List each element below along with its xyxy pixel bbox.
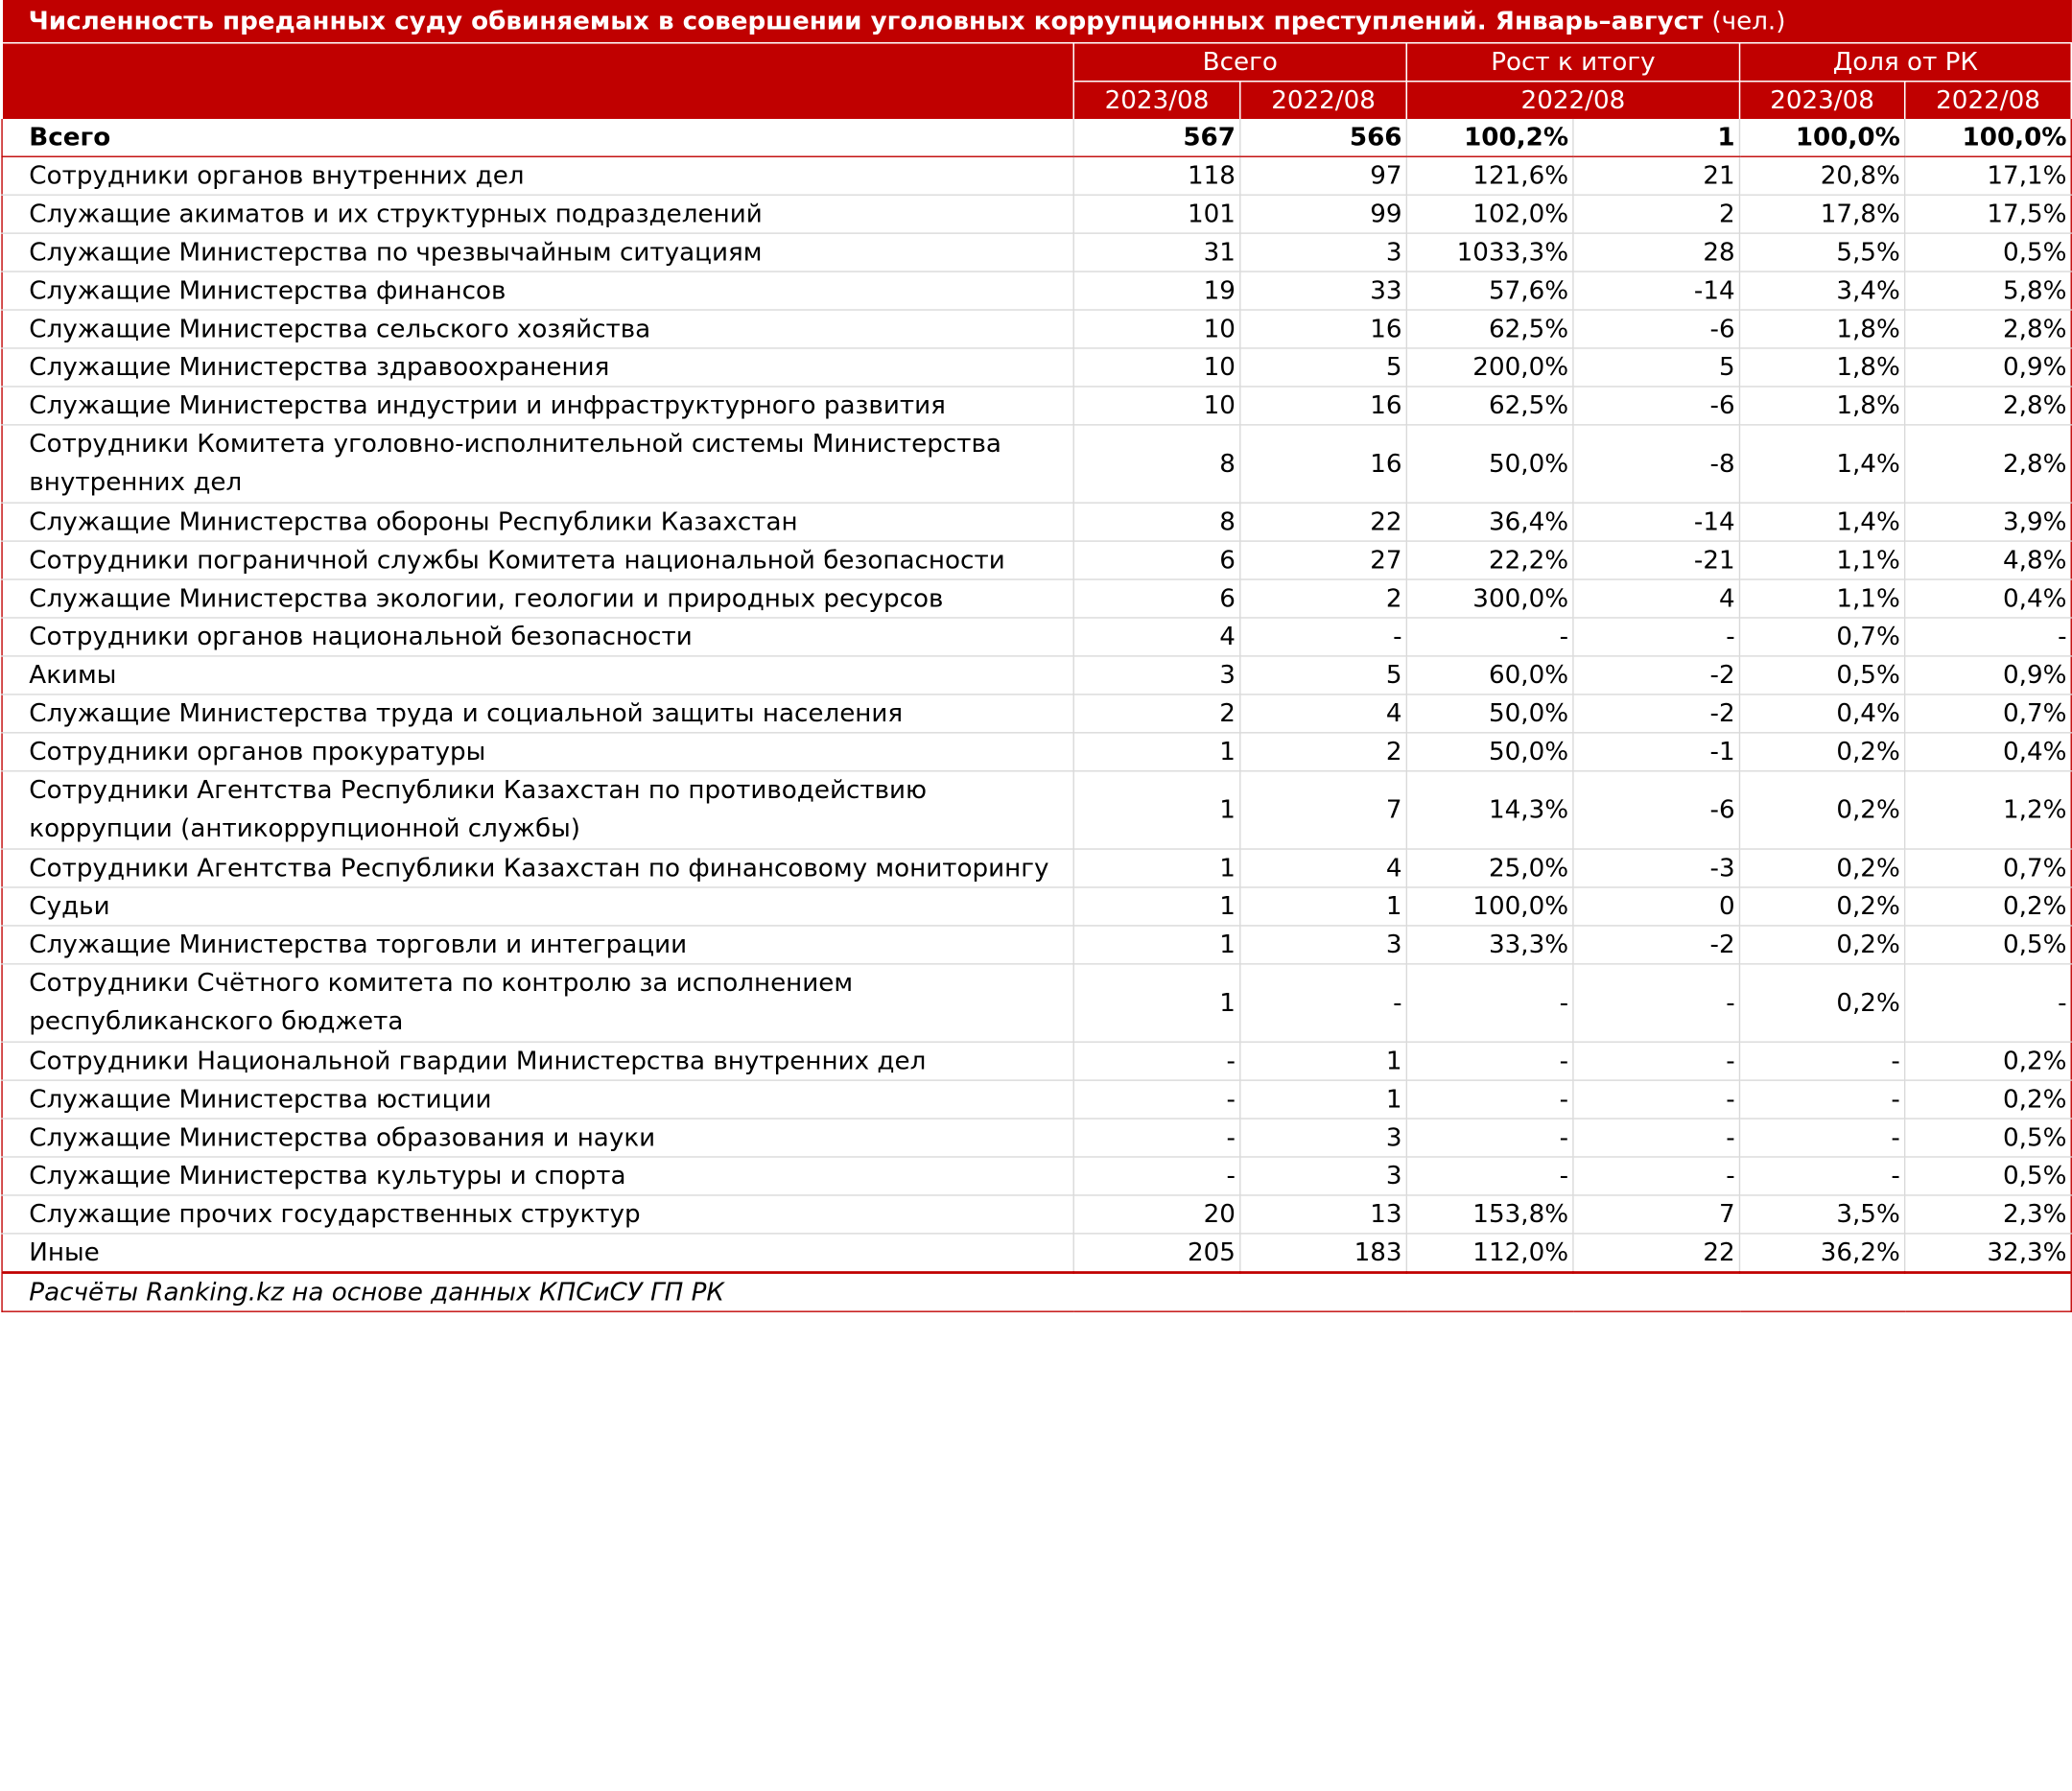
- table-row: [2, 926, 2071, 964]
- growth-percent: 57,6%: [1406, 271, 1573, 310]
- value-2023: 8: [1073, 503, 1240, 541]
- growth-percent: 25,0%: [1406, 849, 1573, 887]
- table-row: [2, 964, 2071, 1042]
- share-2023: 3,5%: [1739, 1195, 1904, 1234]
- value-2022: 4: [1240, 695, 1407, 733]
- share-2022: 1,2%: [1905, 771, 2072, 849]
- value-2023: 19: [1073, 271, 1240, 310]
- row-name: Служащие Министерства финансов: [2, 271, 1073, 310]
- table-row: [2, 618, 2071, 656]
- share-2022: 2,3%: [1905, 1195, 2072, 1234]
- value-2023: 4: [1073, 618, 1240, 656]
- value-2022: 5: [1240, 656, 1407, 695]
- header-share-2023: 2023/08: [1739, 82, 1904, 119]
- value-2022: 2: [1240, 733, 1407, 771]
- row-name: Сотрудники органов внутренних дел: [2, 156, 1073, 195]
- share-2022: 0,5%: [1905, 1157, 2072, 1195]
- share-2023: 0,2%: [1739, 964, 1904, 1042]
- growth-percent: -: [1406, 618, 1573, 656]
- value-2023: 10: [1073, 310, 1240, 348]
- share-2023: 1,1%: [1739, 541, 1904, 579]
- footer-row: [2, 1273, 2071, 1312]
- table-row: [2, 771, 2071, 849]
- share-2023: 0,2%: [1739, 849, 1904, 887]
- table-title-row: [2, 0, 2071, 43]
- row-name: Сотрудники Комитета уголовно-исполнительной системы Министерства внутренних дел: [2, 425, 1073, 503]
- table-row: [2, 887, 2071, 926]
- share-2023: -: [1739, 1157, 1904, 1195]
- growth-absolute: -6: [1573, 387, 1740, 425]
- table-row: [2, 310, 2071, 348]
- value-2023: 1: [1073, 887, 1240, 926]
- header-row-groups: [2, 43, 2071, 82]
- value-2023: 101: [1073, 195, 1240, 233]
- row-name: Служащие Министерства юстиции: [2, 1080, 1073, 1119]
- value-2023: 1: [1073, 926, 1240, 964]
- share-2022: 3,9%: [1905, 503, 2072, 541]
- share-2022: 0,7%: [1905, 695, 2072, 733]
- growth-absolute: -: [1573, 618, 1740, 656]
- value-2022: 1: [1240, 1080, 1407, 1119]
- share-2023: 0,2%: [1739, 771, 1904, 849]
- value-2022: 13: [1240, 1195, 1407, 1234]
- row-name: Служащие Министерства торговли и интеграции: [2, 926, 1073, 964]
- share-2022: 0,2%: [1905, 1042, 2072, 1080]
- source-note: Расчёты Ranking.kz на основе данных КПСиСУ ГП РК: [2, 1273, 2071, 1312]
- header-share-2022: 2022/08: [1905, 82, 2072, 119]
- value-2023: 2: [1073, 695, 1240, 733]
- table-row: [2, 1042, 2071, 1080]
- table-row: [2, 733, 2071, 771]
- share-2023: 0,2%: [1739, 887, 1904, 926]
- table-row: [2, 1234, 2071, 1273]
- value-2022: 3: [1240, 233, 1407, 271]
- value-2022: 3: [1240, 1119, 1407, 1157]
- row-name: Сотрудники Агентства Республики Казахстан по противодействию коррупции (антикоррупционной службы): [2, 771, 1073, 849]
- header-group-growth: Рост к итогу: [1406, 43, 1739, 82]
- share-2022: 32,3%: [1905, 1234, 2072, 1273]
- table-row: [2, 1080, 2071, 1119]
- share-2023: 3,4%: [1739, 271, 1904, 310]
- value-2022: 99: [1240, 195, 1407, 233]
- row-name: Сотрудники Счётного комитета по контролю за исполнением республиканского бюджета: [2, 964, 1073, 1042]
- value-2023: -: [1073, 1080, 1240, 1119]
- share-2022: 0,5%: [1905, 233, 2072, 271]
- row-name: Служащие Министерства по чрезвычайным ситуациям: [2, 233, 1073, 271]
- share-2022: 4,8%: [1905, 541, 2072, 579]
- growth-absolute: -2: [1573, 656, 1740, 695]
- share-2023: 17,8%: [1739, 195, 1904, 233]
- share-2023: 0,5%: [1739, 656, 1904, 695]
- table-row: [2, 656, 2071, 695]
- growth-percent: -: [1406, 1080, 1573, 1119]
- table-row: [2, 387, 2071, 425]
- growth-percent: -: [1406, 964, 1573, 1042]
- growth-percent: 50,0%: [1406, 425, 1573, 503]
- share-2023: 1,1%: [1739, 579, 1904, 618]
- share-2023: 1,4%: [1739, 425, 1904, 503]
- share-2023: 1,4%: [1739, 503, 1904, 541]
- table-title: [2, 0, 2071, 43]
- table-row: [2, 541, 2071, 579]
- share-2022: 0,4%: [1905, 733, 2072, 771]
- row-name: Служащие Министерства образования и науки: [2, 1119, 1073, 1157]
- growth-absolute: -3: [1573, 849, 1740, 887]
- share-2022: 0,2%: [1905, 1080, 2072, 1119]
- row-name: Служащие Министерства труда и социальной защиты населения: [2, 695, 1073, 733]
- value-2022: 1: [1240, 887, 1407, 926]
- growth-percent: 36,4%: [1406, 503, 1573, 541]
- header-col-2022: 2022/08: [1240, 82, 1407, 119]
- growth-percent: 121,6%: [1406, 156, 1573, 195]
- value-2022: 3: [1240, 926, 1407, 964]
- table-row: [2, 503, 2071, 541]
- value-2023: 8: [1073, 425, 1240, 503]
- growth-absolute: -: [1573, 964, 1740, 1042]
- value-2023: -: [1073, 1042, 1240, 1080]
- growth-percent: 100,2%: [1406, 119, 1573, 156]
- row-name: Служащие Министерства здравоохранения: [2, 348, 1073, 387]
- value-2022: 33: [1240, 271, 1407, 310]
- growth-absolute: -21: [1573, 541, 1740, 579]
- row-name: Служащие Министерства экологии, геологии и природных ресурсов: [2, 579, 1073, 618]
- share-2023: -: [1739, 1080, 1904, 1119]
- value-2023: 1: [1073, 964, 1240, 1042]
- growth-percent: 33,3%: [1406, 926, 1573, 964]
- header-group-total: Всего: [1073, 43, 1406, 82]
- share-2022: 2,8%: [1905, 425, 2072, 503]
- total-row: [2, 119, 2071, 156]
- growth-percent: 14,3%: [1406, 771, 1573, 849]
- growth-percent: 300,0%: [1406, 579, 1573, 618]
- row-name: Сотрудники Агентства Республики Казахстан по финансовому мониторингу: [2, 849, 1073, 887]
- share-2022: 17,5%: [1905, 195, 2072, 233]
- growth-percent: 50,0%: [1406, 695, 1573, 733]
- growth-absolute: -14: [1573, 271, 1740, 310]
- row-name: Сотрудники пограничной службы Комитета национальной безопасности: [2, 541, 1073, 579]
- table-row: [2, 348, 2071, 387]
- share-2023: 1,8%: [1739, 348, 1904, 387]
- value-2023: 10: [1073, 348, 1240, 387]
- value-2023: 1: [1073, 733, 1240, 771]
- growth-absolute: -6: [1573, 310, 1740, 348]
- row-name: Всего: [2, 119, 1073, 156]
- growth-absolute: 21: [1573, 156, 1740, 195]
- value-2023: 1: [1073, 849, 1240, 887]
- row-name: Сотрудники Национальной гвардии Министерства внутренних дел: [2, 1042, 1073, 1080]
- row-name: Служащие Министерства индустрии и инфраструктурного развития: [2, 387, 1073, 425]
- share-2022: 0,4%: [1905, 579, 2072, 618]
- value-2022: -: [1240, 964, 1407, 1042]
- value-2023: -: [1073, 1157, 1240, 1195]
- share-2022: 2,8%: [1905, 387, 2072, 425]
- value-2023: 205: [1073, 1234, 1240, 1273]
- value-2022: 16: [1240, 425, 1407, 503]
- value-2023: 31: [1073, 233, 1240, 271]
- share-2023: 0,4%: [1739, 695, 1904, 733]
- table-row: [2, 1119, 2071, 1157]
- growth-percent: -: [1406, 1119, 1573, 1157]
- share-2022: 5,8%: [1905, 271, 2072, 310]
- growth-absolute: -: [1573, 1157, 1740, 1195]
- growth-absolute: 1: [1573, 119, 1740, 156]
- table-row: [2, 1157, 2071, 1195]
- share-2022: 0,9%: [1905, 348, 2072, 387]
- growth-percent: -: [1406, 1157, 1573, 1195]
- share-2023: 5,5%: [1739, 233, 1904, 271]
- value-2023: 6: [1073, 579, 1240, 618]
- header-col-2023: 2023/08: [1073, 82, 1240, 119]
- table-row: [2, 195, 2071, 233]
- value-2022: 97: [1240, 156, 1407, 195]
- title-unit: (чел.): [1711, 6, 1786, 36]
- share-2022: 0,5%: [1905, 1119, 2072, 1157]
- row-name: Служащие Министерства обороны Республики Казахстан: [2, 503, 1073, 541]
- growth-absolute: 22: [1573, 1234, 1740, 1273]
- value-2022: 183: [1240, 1234, 1407, 1273]
- value-2022: 22: [1240, 503, 1407, 541]
- growth-percent: 22,2%: [1406, 541, 1573, 579]
- growth-percent: 112,0%: [1406, 1234, 1573, 1273]
- share-2022: 0,2%: [1905, 887, 2072, 926]
- value-2022: 2: [1240, 579, 1407, 618]
- data-table: [1, 0, 2072, 1312]
- value-2022: 7: [1240, 771, 1407, 849]
- row-name: Иные: [2, 1234, 1073, 1273]
- growth-absolute: -2: [1573, 695, 1740, 733]
- share-2022: 17,1%: [1905, 156, 2072, 195]
- growth-absolute: 7: [1573, 1195, 1740, 1234]
- growth-percent: 200,0%: [1406, 348, 1573, 387]
- value-2022: 1: [1240, 1042, 1407, 1080]
- value-2023: 20: [1073, 1195, 1240, 1234]
- value-2022: 4: [1240, 849, 1407, 887]
- growth-percent: 60,0%: [1406, 656, 1573, 695]
- growth-percent: 102,0%: [1406, 195, 1573, 233]
- header-blank: [2, 43, 1073, 119]
- value-2022: -: [1240, 618, 1407, 656]
- value-2023: 6: [1073, 541, 1240, 579]
- header-group-share: Доля от РК: [1739, 43, 2071, 82]
- table-row: [2, 1195, 2071, 1234]
- share-2022: 2,8%: [1905, 310, 2072, 348]
- share-2022: 0,5%: [1905, 926, 2072, 964]
- row-name: Судьи: [2, 887, 1073, 926]
- share-2022: 0,7%: [1905, 849, 2072, 887]
- value-2022: 5: [1240, 348, 1407, 387]
- growth-absolute: -6: [1573, 771, 1740, 849]
- share-2023: 100,0%: [1739, 119, 1904, 156]
- row-name: Служащие Министерства культуры и спорта: [2, 1157, 1073, 1195]
- growth-percent: 100,0%: [1406, 887, 1573, 926]
- growth-percent: 153,8%: [1406, 1195, 1573, 1234]
- value-2023: 3: [1073, 656, 1240, 695]
- value-2022: 3: [1240, 1157, 1407, 1195]
- growth-absolute: 5: [1573, 348, 1740, 387]
- share-2023: 0,2%: [1739, 926, 1904, 964]
- table-row: [2, 233, 2071, 271]
- value-2023: 10: [1073, 387, 1240, 425]
- value-2022: 16: [1240, 387, 1407, 425]
- table-row: [2, 425, 2071, 503]
- value-2022: 27: [1240, 541, 1407, 579]
- header-growth-sub: 2022/08: [1406, 82, 1739, 119]
- value-2022: 566: [1240, 119, 1407, 156]
- value-2023: -: [1073, 1119, 1240, 1157]
- table-row: [2, 156, 2071, 195]
- share-2022: -: [1905, 964, 2072, 1042]
- growth-absolute: -: [1573, 1080, 1740, 1119]
- share-2023: 20,8%: [1739, 156, 1904, 195]
- share-2023: 36,2%: [1739, 1234, 1904, 1273]
- row-name: Сотрудники органов национальной безопасности: [2, 618, 1073, 656]
- growth-percent: -: [1406, 1042, 1573, 1080]
- growth-absolute: 28: [1573, 233, 1740, 271]
- share-2023: 1,8%: [1739, 310, 1904, 348]
- share-2023: -: [1739, 1119, 1904, 1157]
- growth-absolute: 0: [1573, 887, 1740, 926]
- row-name: Служащие акиматов и их структурных подразделений: [2, 195, 1073, 233]
- table-row: [2, 271, 2071, 310]
- value-2023: 1: [1073, 771, 1240, 849]
- row-name: Сотрудники органов прокуратуры: [2, 733, 1073, 771]
- share-2023: 0,2%: [1739, 733, 1904, 771]
- growth-absolute: 2: [1573, 195, 1740, 233]
- table-row: [2, 849, 2071, 887]
- growth-absolute: -1: [1573, 733, 1740, 771]
- growth-absolute: -2: [1573, 926, 1740, 964]
- growth-absolute: -: [1573, 1119, 1740, 1157]
- row-name: Служащие Министерства сельского хозяйства: [2, 310, 1073, 348]
- growth-percent: 62,5%: [1406, 310, 1573, 348]
- share-2022: 100,0%: [1905, 119, 2072, 156]
- value-2022: 16: [1240, 310, 1407, 348]
- growth-percent: 1033,3%: [1406, 233, 1573, 271]
- growth-absolute: 4: [1573, 579, 1740, 618]
- growth-percent: 62,5%: [1406, 387, 1573, 425]
- row-name: Акимы: [2, 656, 1073, 695]
- growth-absolute: -14: [1573, 503, 1740, 541]
- value-2023: 118: [1073, 156, 1240, 195]
- value-2023: 567: [1073, 119, 1240, 156]
- title-text: Численность преданных суду обвиняемых в совершении уголовных коррупционных преступлений. Январь–август: [28, 6, 1704, 36]
- share-2022: 0,9%: [1905, 656, 2072, 695]
- share-2023: -: [1739, 1042, 1904, 1080]
- share-2023: 1,8%: [1739, 387, 1904, 425]
- row-name: Служащие прочих государственных структур: [2, 1195, 1073, 1234]
- growth-percent: 50,0%: [1406, 733, 1573, 771]
- share-2023: 0,7%: [1739, 618, 1904, 656]
- table-body: [2, 119, 2071, 1273]
- share-2022: -: [1905, 618, 2072, 656]
- growth-absolute: -: [1573, 1042, 1740, 1080]
- table-row: [2, 695, 2071, 733]
- table-row: [2, 579, 2071, 618]
- growth-absolute: -8: [1573, 425, 1740, 503]
